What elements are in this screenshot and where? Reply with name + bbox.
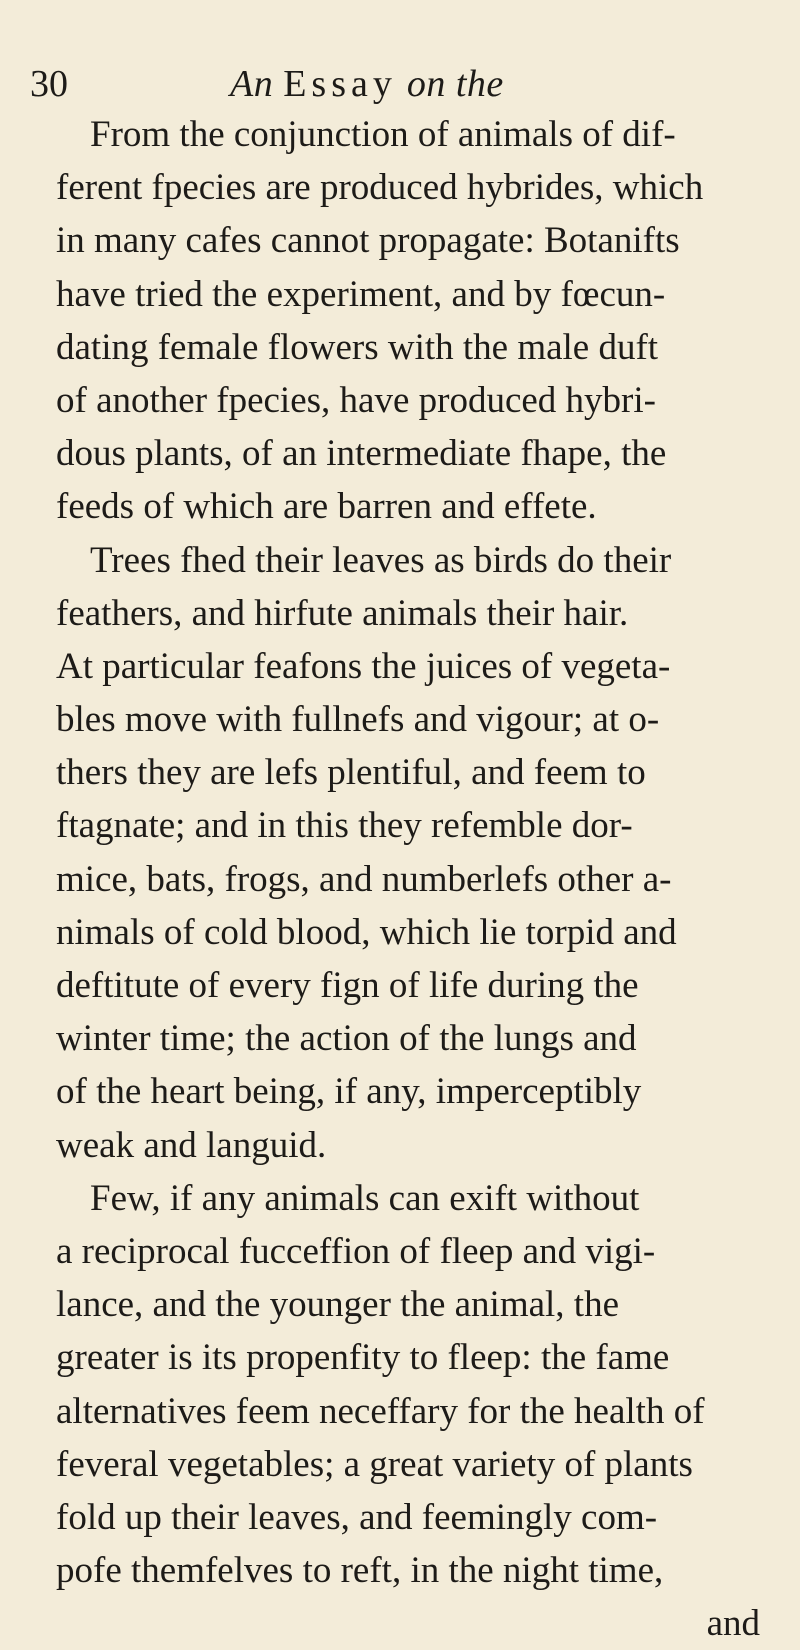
text-line: fold up their leaves, and feemingly com- [56, 1496, 658, 1538]
text-line: Trees fhed their leaves as birds do their [90, 539, 672, 581]
text-line: ferent fpecies are produced hybrides, which [56, 167, 704, 209]
text-line: thers they are lefs plentiful, and feem to [56, 752, 646, 794]
running-title-prefix: An [230, 63, 274, 105]
text-line: lance, and the younger the animal, the [56, 1284, 620, 1326]
running-title-main: Essay [283, 63, 397, 105]
text-line: mice, bats, frogs, and numberlefs other a- [56, 858, 672, 900]
text-line: of another fpecies, have produced hybri- [56, 379, 656, 421]
text-line: greater is its propenfity to fleep: the fame [56, 1337, 670, 1379]
page-number: 30 [30, 63, 68, 105]
text-line: a reciprocal fucceffion of fleep and vigi- [56, 1230, 656, 1272]
running-title-suffix: on the [406, 63, 504, 105]
text-line: weak and languid. [56, 1124, 327, 1166]
text-line: feveral vegetables; a great variety of plants [56, 1443, 693, 1485]
text-line: dating female flowers with the male duft [56, 326, 659, 368]
text-line: feeds of which are barren and effete. [56, 486, 597, 528]
text-line: dous plants, of an intermediate fhape, the [56, 433, 667, 475]
body-text [56, 108, 772, 1650]
text-line: alternatives feem neceffary for the health of [56, 1390, 705, 1432]
text-line: winter time; the action of the lungs and [56, 1018, 637, 1060]
text-line: Few, if any animals can exift without [90, 1177, 640, 1219]
text-line: At particular feafons the juices of vegeta- [56, 645, 671, 687]
text-line: deftitute of every fign of life during the [56, 965, 639, 1006]
text-line: nimals of cold blood, which lie torpid and [56, 911, 677, 953]
running-title [230, 60, 504, 108]
text-line: ftagnate; and in this they refemble dor- [56, 805, 633, 847]
text-line: of the heart being, if any, imperceptibly [56, 1071, 642, 1113]
text-line: From the conjunction of animals of dif- [90, 114, 676, 155]
text-line: have tried the experiment, and by fœcun- [56, 273, 666, 315]
text-line: in many cafes cannot propagate: Botanifts [56, 220, 680, 262]
text-line: bles move with fullnefs and vigour; at o- [56, 699, 660, 741]
text-line: feathers, and hirfute animals their hair. [56, 592, 629, 634]
catchword: and [706, 1603, 760, 1645]
text-line: pofe themfelves to reft, in the night time, [56, 1550, 664, 1592]
page-header [30, 60, 764, 108]
